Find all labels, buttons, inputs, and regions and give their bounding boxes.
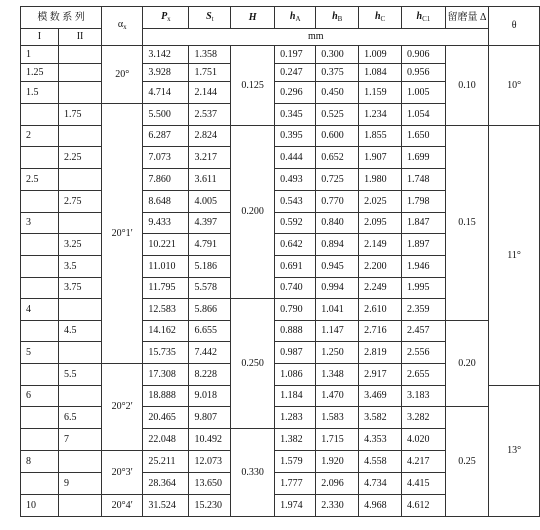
module-series-2-cell: [58, 126, 101, 147]
px-cell: 20.465: [143, 407, 189, 429]
module-series-1-cell: 8: [21, 451, 59, 473]
hc-cell: 4.734: [359, 473, 402, 495]
px-cell: 28.364: [143, 473, 189, 495]
hb-cell: 1.250: [316, 342, 359, 364]
hc-cell: 1.159: [359, 82, 402, 104]
sx-header: $S_t$: [189, 7, 231, 29]
sx-cell: 13.650: [189, 473, 231, 495]
hb-cell: 0.994: [316, 278, 359, 299]
px-cell: 11.010: [143, 256, 189, 278]
module-series-header: 模 数 系 列: [21, 7, 102, 29]
module-series-2-cell: [58, 451, 101, 473]
hc-cell: 3.582: [359, 407, 402, 429]
px-cell: 22.048: [143, 429, 189, 451]
px-cell: 11.795: [143, 278, 189, 299]
grind-allowance-cell: 0.20: [445, 321, 488, 407]
hc-cell: 2.610: [359, 299, 402, 321]
hc1-cell: 1.946: [402, 256, 446, 278]
ha-cell: 0.740: [275, 278, 316, 299]
hb-cell: 1.348: [316, 364, 359, 386]
ha-cell: 0.395: [275, 126, 316, 147]
module-series-2-cell: [58, 213, 101, 234]
hc1-cell: 1.897: [402, 234, 446, 256]
px-cell: 12.583: [143, 299, 189, 321]
hc1-cell: 1.650: [402, 126, 446, 147]
ha-cell: 1.777: [275, 473, 316, 495]
hc-cell: 4.558: [359, 451, 402, 473]
series-1-header: I: [21, 29, 59, 46]
sx-cell: 4.005: [189, 191, 231, 213]
hc-cell: 2.819: [359, 342, 402, 364]
sx-cell: 2.824: [189, 126, 231, 147]
px-cell: 4.714: [143, 82, 189, 104]
px-cell: 3.928: [143, 64, 189, 82]
hc-cell: 1.009: [359, 46, 402, 64]
hc1-cell: 3.282: [402, 407, 446, 429]
h-header: H: [231, 7, 275, 29]
hc1-cell: 2.457: [402, 321, 446, 342]
px-header: $P_x$: [143, 7, 189, 29]
module-series-2-cell: [58, 299, 101, 321]
ha-cell: 1.283: [275, 407, 316, 429]
hb-cell: 0.525: [316, 104, 359, 126]
grind-allowance-header: 留磨量 Δ: [445, 7, 488, 29]
table-row: [21, 321, 540, 342]
ha-cell: 0.888: [275, 321, 316, 342]
module-series-2-cell: 2.75: [58, 191, 101, 213]
ha-cell: 0.592: [275, 213, 316, 234]
grind-allowance-cell: 0.25: [445, 407, 488, 517]
sx-cell: 1.358: [189, 46, 231, 64]
module-series-1-cell: [21, 147, 59, 169]
module-series-1-cell: [21, 407, 59, 429]
module-series-1-cell: 1.25: [21, 64, 59, 82]
ha-cell: 0.296: [275, 82, 316, 104]
module-series-2-cell: 6.5: [58, 407, 101, 429]
ha-cell: 0.543: [275, 191, 316, 213]
px-cell: 25.211: [143, 451, 189, 473]
module-series-1-cell: 1: [21, 46, 59, 64]
ha-cell: 0.790: [275, 299, 316, 321]
hc-header: $h_C$: [359, 7, 402, 29]
ha-cell: 0.691: [275, 256, 316, 278]
hb-cell: 0.300: [316, 46, 359, 64]
module-series-2-cell: 2.25: [58, 147, 101, 169]
module-series-2-cell: 3.5: [58, 256, 101, 278]
sx-cell: 4.791: [189, 234, 231, 256]
ha-header: $h_A$: [275, 7, 316, 29]
sx-cell: 9.807: [189, 407, 231, 429]
ha-cell: 1.184: [275, 386, 316, 407]
h-cell: 0.200: [231, 126, 275, 299]
hc1-cell: 0.956: [402, 64, 446, 82]
module-series-1-cell: [21, 256, 59, 278]
module-series-2-cell: [58, 82, 101, 104]
sx-cell: 5.866: [189, 299, 231, 321]
h-cell: 0.330: [231, 429, 275, 517]
hc-cell: 2.917: [359, 364, 402, 386]
sx-cell: 6.655: [189, 321, 231, 342]
hb-cell: 2.330: [316, 495, 359, 517]
theta-cell: 11°: [489, 126, 540, 386]
ha-cell: 0.987: [275, 342, 316, 364]
sx-cell: 5.578: [189, 278, 231, 299]
hc1-cell: 1.798: [402, 191, 446, 213]
hc1-header: $h_{C1}$: [402, 7, 446, 29]
hb-cell: 1.147: [316, 321, 359, 342]
module-series-1-cell: [21, 429, 59, 451]
module-series-1-cell: 6: [21, 386, 59, 407]
hb-cell: 0.894: [316, 234, 359, 256]
hc1-cell: 4.612: [402, 495, 446, 517]
module-series-1-cell: [21, 234, 59, 256]
hc1-cell: 1.748: [402, 169, 446, 191]
sx-cell: 3.217: [189, 147, 231, 169]
hc1-cell: 1.995: [402, 278, 446, 299]
module-series-2-cell: 5.5: [58, 364, 101, 386]
module-series-2-cell: [58, 169, 101, 191]
hc-cell: 1.855: [359, 126, 402, 147]
ha-cell: 0.493: [275, 169, 316, 191]
h-cell: 0.125: [231, 46, 275, 126]
theta-cell: 13°: [489, 386, 540, 517]
module-series-1-cell: 10: [21, 495, 59, 517]
px-cell: 3.142: [143, 46, 189, 64]
sx-cell: 4.397: [189, 213, 231, 234]
hc-cell: 2.249: [359, 278, 402, 299]
sx-cell: 7.442: [189, 342, 231, 364]
sx-cell: 10.492: [189, 429, 231, 451]
module-series-2-cell: [58, 495, 101, 517]
module-series-1-cell: 5: [21, 342, 59, 364]
hc1-cell: 4.020: [402, 429, 446, 451]
hc-cell: 1.907: [359, 147, 402, 169]
series-2-header: II: [58, 29, 101, 46]
sx-cell: 2.144: [189, 82, 231, 104]
module-series-1-cell: 1.5: [21, 82, 59, 104]
sx-cell: 2.537: [189, 104, 231, 126]
px-cell: 14.162: [143, 321, 189, 342]
hb-cell: 0.945: [316, 256, 359, 278]
pressure-angle-cell: 20°2′: [102, 364, 143, 451]
module-series-2-cell: [58, 342, 101, 364]
hc1-cell: 3.183: [402, 386, 446, 407]
hb-cell: 2.096: [316, 473, 359, 495]
header-row: [21, 7, 540, 29]
hc-cell: 1.980: [359, 169, 402, 191]
hc1-cell: 4.415: [402, 473, 446, 495]
hb-cell: 1.041: [316, 299, 359, 321]
theta-cell: 10°: [489, 46, 540, 126]
hc1-cell: 2.359: [402, 299, 446, 321]
subheader-row: [21, 29, 540, 46]
module-series-1-cell: [21, 278, 59, 299]
hc-cell: 1.084: [359, 64, 402, 82]
hb-cell: 1.920: [316, 451, 359, 473]
hb-header: $h_B$: [316, 7, 359, 29]
ha-cell: 0.642: [275, 234, 316, 256]
module-series-2-cell: 3.75: [58, 278, 101, 299]
module-series-1-cell: [21, 191, 59, 213]
pressure-angle-cell: 20°1′: [102, 104, 143, 364]
ha-cell: 1.382: [275, 429, 316, 451]
module-series-2-cell: [58, 64, 101, 82]
px-cell: 10.221: [143, 234, 189, 256]
hc1-cell: 1.054: [402, 104, 446, 126]
px-cell: 7.860: [143, 169, 189, 191]
hb-cell: 0.450: [316, 82, 359, 104]
hc-cell: 1.234: [359, 104, 402, 126]
module-series-1-cell: 3: [21, 213, 59, 234]
ha-cell: 0.197: [275, 46, 316, 64]
ha-cell: 1.579: [275, 451, 316, 473]
alpha-x-header: $\alpha_x$: [102, 7, 143, 46]
ha-cell: 1.974: [275, 495, 316, 517]
hb-cell: 1.715: [316, 429, 359, 451]
spec-table-container: [20, 6, 540, 517]
hc1-cell: 1.005: [402, 82, 446, 104]
table-row: [21, 407, 540, 429]
px-cell: 5.500: [143, 104, 189, 126]
px-cell: 7.073: [143, 147, 189, 169]
hb-cell: 0.725: [316, 169, 359, 191]
ha-cell: 0.247: [275, 64, 316, 82]
hb-cell: 0.652: [316, 147, 359, 169]
hc-cell: 3.469: [359, 386, 402, 407]
px-cell: 9.433: [143, 213, 189, 234]
hc1-cell: 1.699: [402, 147, 446, 169]
px-cell: 8.648: [143, 191, 189, 213]
hc1-cell: 2.556: [402, 342, 446, 364]
ha-cell: 1.086: [275, 364, 316, 386]
hb-cell: 0.840: [316, 213, 359, 234]
hc-cell: 2.025: [359, 191, 402, 213]
theta-header: θ: [489, 7, 540, 46]
gear-parameter-table: [20, 6, 540, 517]
module-series-2-cell: [58, 46, 101, 64]
module-series-1-cell: 2: [21, 126, 59, 147]
module-series-1-cell: [21, 473, 59, 495]
px-cell: 17.308: [143, 364, 189, 386]
px-cell: 15.735: [143, 342, 189, 364]
module-series-1-cell: [21, 104, 59, 126]
hb-cell: 0.770: [316, 191, 359, 213]
module-series-2-cell: [58, 386, 101, 407]
hb-cell: 0.375: [316, 64, 359, 82]
pressure-angle-cell: 20°3′: [102, 451, 143, 495]
sx-cell: 9.018: [189, 386, 231, 407]
module-series-2-cell: 7: [58, 429, 101, 451]
sx-cell: 1.751: [189, 64, 231, 82]
module-series-1-cell: [21, 321, 59, 342]
hc-cell: 2.149: [359, 234, 402, 256]
hb-cell: 1.583: [316, 407, 359, 429]
sx-cell: 5.186: [189, 256, 231, 278]
hb-cell: 1.470: [316, 386, 359, 407]
grind-allowance-cell: 0.15: [445, 126, 488, 321]
hc-cell: 2.200: [359, 256, 402, 278]
table-row: [21, 126, 540, 147]
hc1-cell: 1.847: [402, 213, 446, 234]
hc-cell: 2.095: [359, 213, 402, 234]
sx-cell: 15.230: [189, 495, 231, 517]
module-series-1-cell: [21, 364, 59, 386]
table-row: [21, 46, 540, 64]
px-cell: 31.524: [143, 495, 189, 517]
px-cell: 18.888: [143, 386, 189, 407]
hb-cell: 0.600: [316, 126, 359, 147]
hc1-cell: 4.217: [402, 451, 446, 473]
module-series-2-cell: 3.25: [58, 234, 101, 256]
h-cell: 0.250: [231, 299, 275, 429]
module-series-1-cell: 4: [21, 299, 59, 321]
hc1-cell: 0.906: [402, 46, 446, 64]
unit-label: mm: [143, 29, 489, 46]
module-series-2-cell: 1.75: [58, 104, 101, 126]
hc-cell: 4.353: [359, 429, 402, 451]
pressure-angle-cell: 20°4′: [102, 495, 143, 517]
sx-cell: 3.611: [189, 169, 231, 191]
ha-cell: 0.345: [275, 104, 316, 126]
sx-cell: 8.228: [189, 364, 231, 386]
module-series-2-cell: 9: [58, 473, 101, 495]
ha-cell: 0.444: [275, 147, 316, 169]
hc-cell: 2.716: [359, 321, 402, 342]
px-cell: 6.287: [143, 126, 189, 147]
hc-cell: 4.968: [359, 495, 402, 517]
pressure-angle-cell: 20°: [102, 46, 143, 104]
module-series-1-cell: 2.5: [21, 169, 59, 191]
module-series-2-cell: 4.5: [58, 321, 101, 342]
grind-allowance-cell: 0.10: [445, 46, 488, 126]
sx-cell: 12.073: [189, 451, 231, 473]
hc1-cell: 2.655: [402, 364, 446, 386]
